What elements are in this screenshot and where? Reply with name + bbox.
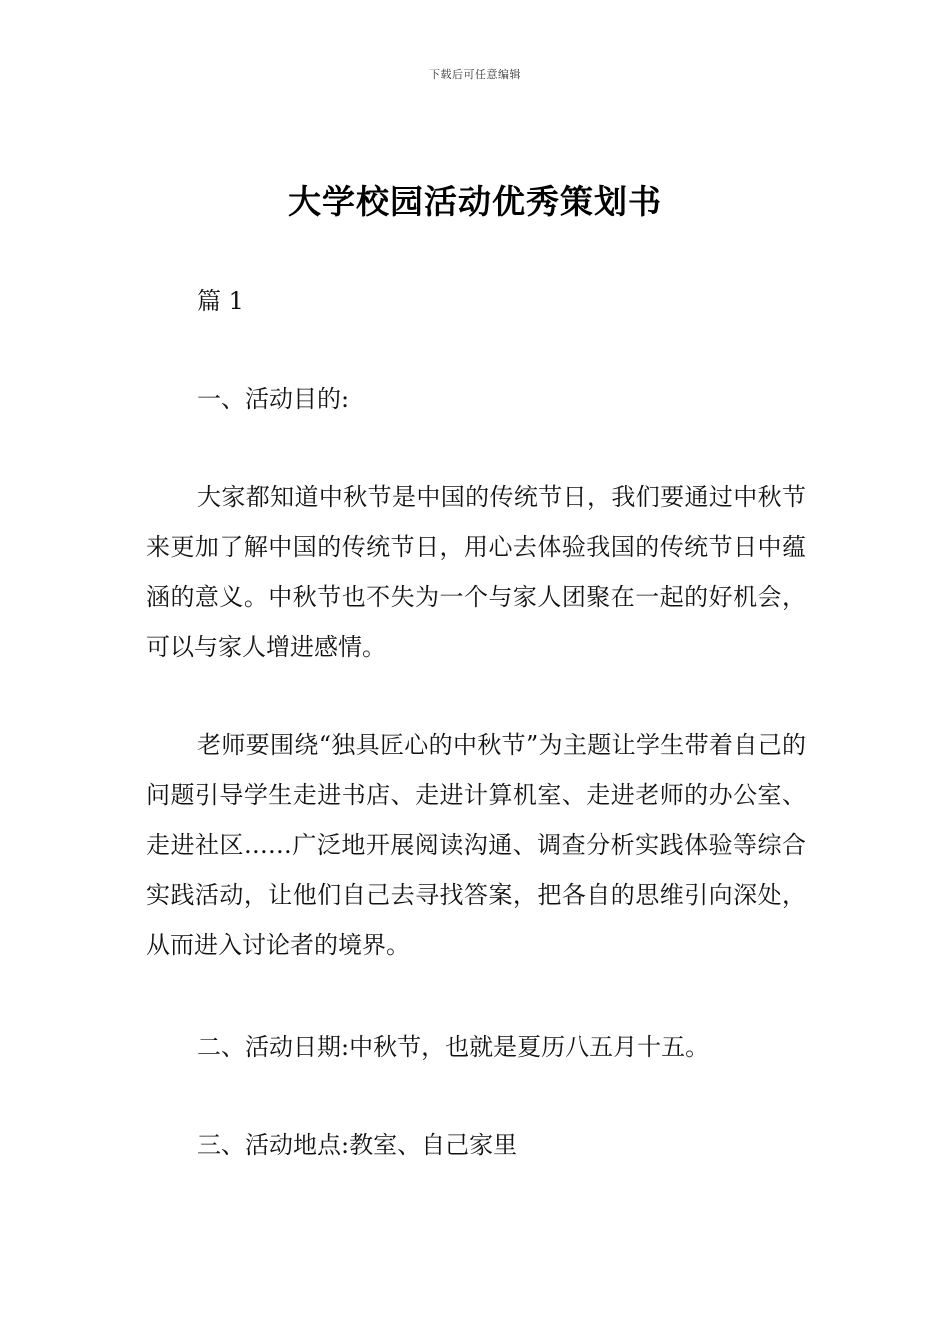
chapter-label: 篇 1 <box>197 287 244 315</box>
page-header-note: 下载后可任意编辑 <box>429 68 521 81</box>
section-heading-purpose: 一、活动目的: <box>197 385 350 413</box>
section-activity-date: 二、活动日期:中秋节，也就是夏历八五月十五。 <box>197 1033 710 1061</box>
paragraph-teacher-guidance: 老师要围绕“独具匠心的中秋节”为主题让学生带着自己的问题引导学生走进书店、走进计算机室、走进老师的办公室、走进社区……广泛地开展阅读沟通、调查分析实践体验等综合实践活动，让他们自己去寻找答案，把各自的思维引向深处，从而进入讨论者的境界。 <box>146 731 806 959</box>
document-title: 大学校园活动优秀策划书 <box>288 182 662 221</box>
section-activity-location: 三、活动地点:教室、自己家里 <box>197 1131 518 1159</box>
paragraph-purpose: 大家都知道中秋节是中国的传统节日，我们要通过中秋节来更加了解中国的传统节日，用心去体验我国的传统节日中蕴涵的意义。中秋节也不失为一个与家人团聚在一起的好机会，可以与家人增进感情。 <box>146 483 806 661</box>
